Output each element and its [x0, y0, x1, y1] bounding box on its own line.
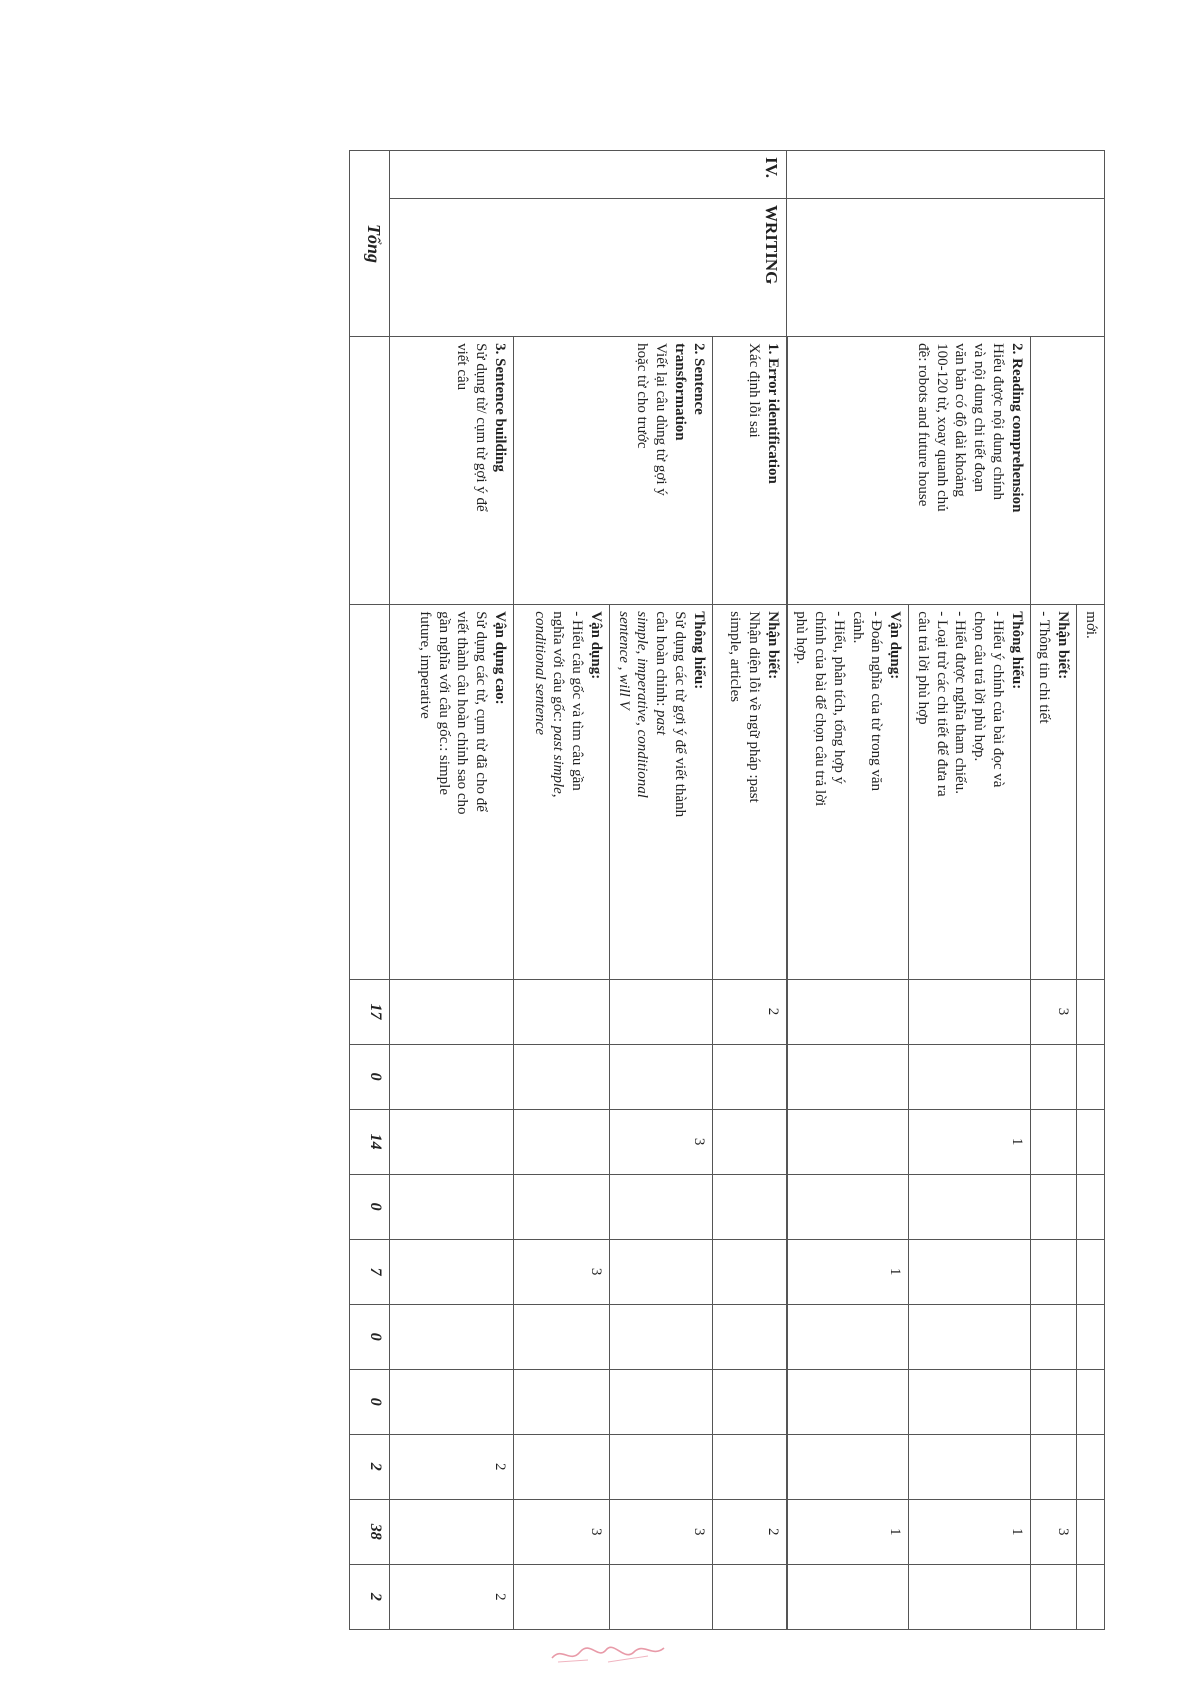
table-row	[390, 151, 514, 1630]
count-cell	[909, 1304, 1031, 1369]
count-cell	[610, 979, 713, 1044]
count-cell	[712, 1044, 786, 1109]
count-cell	[712, 1239, 786, 1304]
total-count-cell: 2	[350, 1434, 390, 1499]
count-cell	[787, 1109, 909, 1174]
count-cell	[514, 1044, 610, 1109]
sentence-building-cell: 3. Sentence building Sử dụng từ/ cụm từ gợi ý để viết câu	[390, 337, 514, 605]
skill-name-cell-empty	[786, 199, 1104, 337]
count-cell	[712, 1304, 786, 1369]
count-cell	[610, 1304, 713, 1369]
count-cell	[514, 1174, 610, 1239]
total-count-cell: 0	[350, 1304, 390, 1369]
total-count-cell: 0	[350, 1044, 390, 1109]
count-cell	[1030, 1239, 1077, 1304]
skill-number-cell-empty	[786, 151, 1104, 199]
exam-matrix-table	[349, 150, 1105, 1630]
count-cell	[1030, 1369, 1077, 1434]
table-row	[610, 151, 713, 1630]
count-cell	[514, 1434, 610, 1499]
count-cell	[390, 1499, 514, 1564]
count-cell	[787, 1564, 909, 1629]
count-cell	[514, 1109, 610, 1174]
total-count-cell: 2	[350, 1564, 390, 1629]
count-cell: 3	[514, 1239, 610, 1304]
desc-cell: Nhận biết: Nhận diện lỗi về ngữ pháp :past simple, articles	[712, 605, 786, 979]
count-cell	[787, 1304, 909, 1369]
count-cell	[514, 1564, 610, 1629]
count-cell	[1030, 1304, 1077, 1369]
count-cell	[390, 1304, 514, 1369]
count-cell	[909, 1434, 1031, 1499]
count-cell	[787, 1434, 909, 1499]
desc-cell: Nhận biết: - Thông tin chi tiết	[1030, 605, 1077, 979]
count-cell	[909, 1174, 1031, 1239]
table-row	[1077, 151, 1105, 1630]
total-row	[350, 151, 390, 1630]
count-cell	[909, 979, 1031, 1044]
count-cell: 2	[390, 1564, 514, 1629]
count-cell	[712, 1174, 786, 1239]
count-cell	[787, 1044, 909, 1109]
count-cell	[390, 1044, 514, 1109]
count-cell: 1	[787, 1499, 909, 1564]
sentence-transformation-cell: 2. Sentence transformation Viết lại câu dùng từ gợi ý hoặc từ cho trước	[514, 337, 713, 605]
desc-cell: Vận dụng: - Đoán nghĩa của từ trong văn cảnh. - Hiểu, phân tích, tổng hợp ý chính của bài để chọn câu trả lời phù hợp.	[787, 605, 909, 979]
count-cell	[390, 1174, 514, 1239]
total-count-cell: 7	[350, 1239, 390, 1304]
count-cell	[909, 1239, 1031, 1304]
count-cell	[610, 1369, 713, 1434]
count-cell	[514, 1304, 610, 1369]
total-count-cell: 0	[350, 1369, 390, 1434]
count-cell	[787, 1174, 909, 1239]
count-cell: 2	[712, 979, 786, 1044]
rotated-matrix-page	[185, 150, 1105, 1630]
count-cell: 3	[1030, 979, 1077, 1044]
count-cell: 2	[712, 1499, 786, 1564]
count-cell	[909, 1564, 1031, 1629]
count-cell: 3	[610, 1109, 713, 1174]
table-row	[712, 151, 786, 1630]
count-cell	[909, 1044, 1031, 1109]
count-cell	[712, 1369, 786, 1434]
count-cell	[390, 1109, 514, 1174]
desc-cell: Thông hiểu: Sử dụng các từ gợi ý để viết thành câu hoàn chỉnh: past simple, imperative, conditional sentence , will V	[610, 605, 713, 979]
count-cell	[610, 1174, 713, 1239]
count-cell: 1	[787, 1239, 909, 1304]
count-cell	[1030, 1044, 1077, 1109]
total-count-cell: 0	[350, 1174, 390, 1239]
count-cell	[712, 1434, 786, 1499]
count-cell	[610, 1564, 713, 1629]
count-cell	[390, 1369, 514, 1434]
count-cell: 2	[390, 1434, 514, 1499]
signature-mark	[548, 1640, 668, 1668]
count-cell: 1	[909, 1109, 1031, 1174]
skill-number-writing: IV.	[390, 151, 787, 199]
content-cell-prev	[1030, 337, 1104, 605]
count-cell	[610, 1239, 713, 1304]
count-cell	[1030, 1434, 1077, 1499]
count-cell	[514, 979, 610, 1044]
total-count-cell: 38	[350, 1499, 390, 1564]
count-cell	[390, 979, 514, 1044]
count-cell	[909, 1369, 1031, 1434]
table-row	[909, 151, 1031, 1630]
total-count-cell: 17	[350, 979, 390, 1044]
reading-comprehension-cell: 2. Reading comprehension Hiểu được nội dung chính và nội dung chi tiết đoạn văn bản có độ dài khoảng 100-120 từ, xoay quanh chủ đề: robots and future house	[787, 337, 1030, 605]
count-cell	[390, 1239, 514, 1304]
error-identification-cell: 1. Error identification Xác định lỗi sai	[712, 337, 786, 605]
count-cell	[1030, 1564, 1077, 1629]
count-cell: 3	[514, 1499, 610, 1564]
total-label: Tổng	[350, 151, 390, 337]
total-count-cell: 14	[350, 1109, 390, 1174]
count-cell: 3	[1030, 1499, 1077, 1564]
desc-cell: Vận dụng cao: Sử dụng các từ, cụm từ đã cho để viết thành câu hoàn chỉnh sao cho gần nghĩa với câu gốc.: simple future, imperative	[390, 605, 514, 979]
count-cell	[1030, 1174, 1077, 1239]
count-cell	[1030, 1109, 1077, 1174]
count-cell	[610, 1044, 713, 1109]
count-cell: 3	[610, 1499, 713, 1564]
desc-cell: Thông hiểu: - Hiểu ý chính của bài đọc và chọn câu trả lời phù hợp. - Hiểu được nghĩa tham chiếu. - Loại trừ các chi tiết để đưa ra câu trả lời phù hợp	[909, 605, 1031, 979]
desc-cell: Vận dụng: - Hiểu câu gốc và tìm câu gần nghĩa với câu gốc: past simple, conditional sentence	[514, 605, 610, 979]
count-cell	[610, 1434, 713, 1499]
count-cell	[787, 1369, 909, 1434]
count-cell	[712, 1109, 786, 1174]
count-cell: 1	[909, 1499, 1031, 1564]
count-cell	[712, 1564, 786, 1629]
skill-name-writing: WRITING	[390, 199, 787, 337]
count-cell	[514, 1369, 610, 1434]
desc-cell: mới.	[1077, 605, 1105, 979]
count-cell	[787, 979, 909, 1044]
